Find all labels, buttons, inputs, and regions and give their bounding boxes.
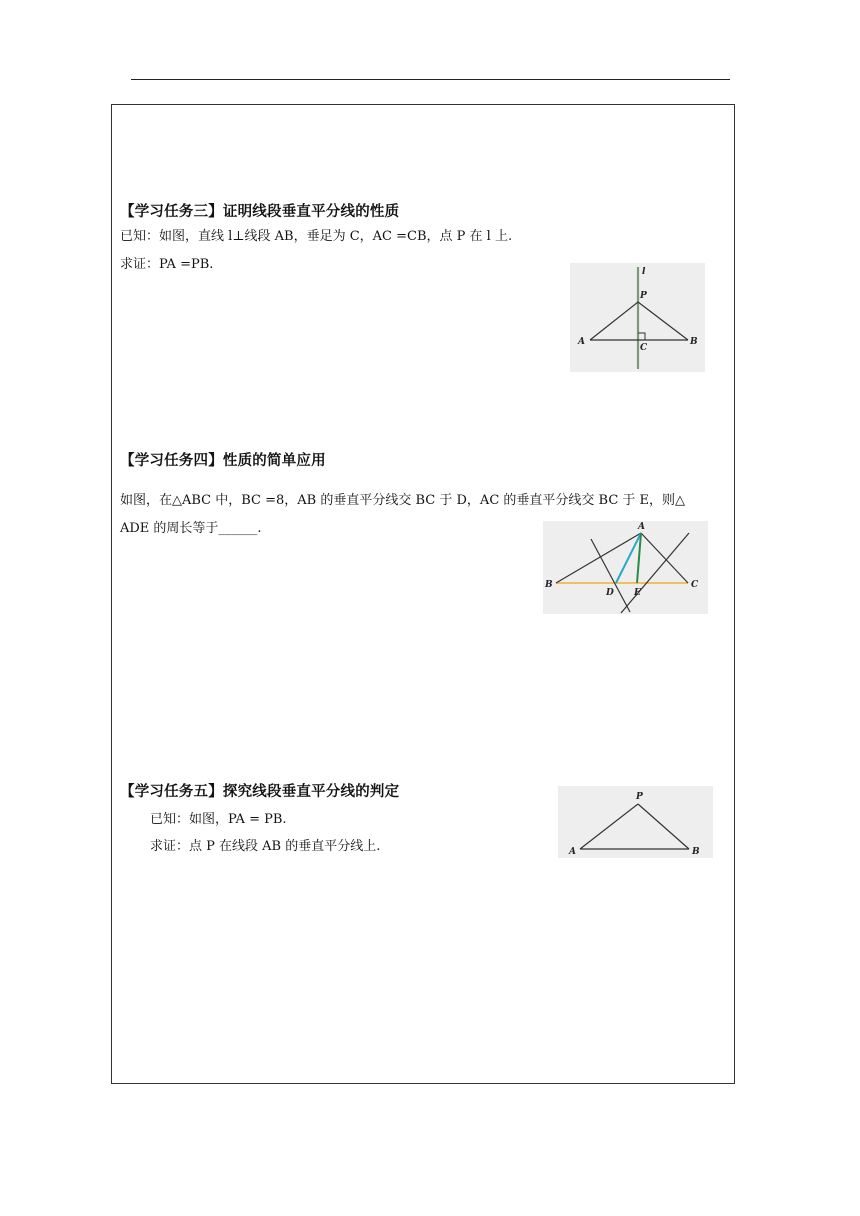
task5-heading: 【学习任务五】探究线段垂直平分线的判定 xyxy=(120,784,400,800)
label-B: B xyxy=(692,847,700,857)
label-E: E xyxy=(634,588,641,598)
task4-problem-line1: 如图，在△ABC 中，BC =8，AB 的垂直平分线交 BC 于 D，AC 的垂直平分线交 BC 于 E，则△ xyxy=(120,493,686,508)
label-C: C xyxy=(691,580,699,590)
task3-heading: 【学习任务三】证明线段垂直平分线的性质 xyxy=(120,204,400,220)
task5-prove: 求证：点 P 在线段 AB 的垂直平分线上. xyxy=(150,839,381,854)
task3-given: 已知：如图，直线 l⊥线段 AB，垂足为 C，AC =CB，点 P 在 l 上. xyxy=(120,229,513,244)
label-l: l xyxy=(642,267,646,277)
label-A: A xyxy=(578,337,585,347)
label-D: D xyxy=(606,588,614,598)
label-B: B xyxy=(690,337,698,347)
task3-prove: 求证：PA =PB. xyxy=(120,257,214,272)
task4-problem-line2: ADE 的周长等于______. xyxy=(120,521,262,536)
label-A: A xyxy=(638,522,645,532)
label-P: P xyxy=(636,792,643,802)
task4-figure xyxy=(543,521,708,614)
task4-heading: 【学习任务四】性质的简单应用 xyxy=(120,453,326,469)
label-C: C xyxy=(640,343,648,353)
task3-figure xyxy=(570,263,705,372)
label-P: P xyxy=(640,291,647,301)
task5-figure xyxy=(558,786,713,858)
label-A: A xyxy=(569,847,576,857)
label-B: B xyxy=(545,580,553,590)
task5-given: 已知：如图，PA = PB. xyxy=(150,812,287,827)
header-rule xyxy=(131,79,730,80)
